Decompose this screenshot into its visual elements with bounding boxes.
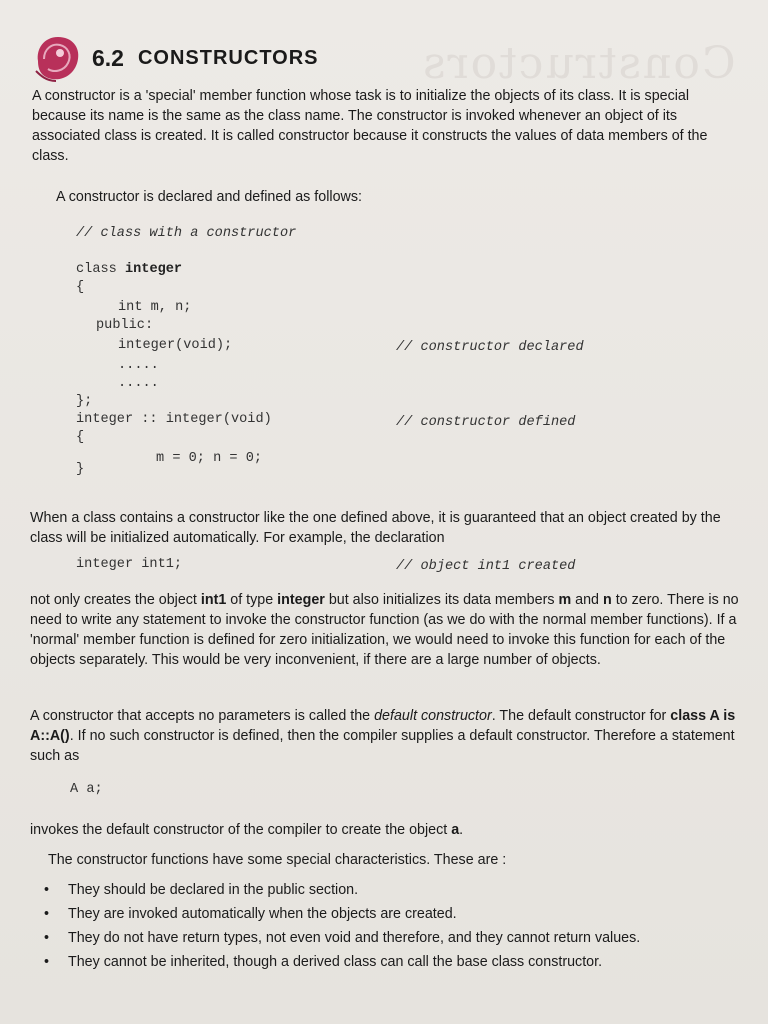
list-item: • They do not have return types, not even void and therefore, and they cannot return values. (44, 926, 640, 950)
declared-intro: A constructor is declared and defined as follows: (56, 189, 362, 205)
characteristics-list (44, 878, 640, 974)
code-ellipsis-2: ..... (118, 376, 159, 391)
code-close-class: }; (76, 394, 93, 409)
code-comment-line: // class with a constructor (76, 226, 297, 241)
invokes-paragraph: invokes the default constructor of the compiler to create the object a. (30, 822, 464, 838)
code-ellipsis-1: ..... (118, 358, 159, 373)
list-item: • They should be declared in the public section. (44, 878, 640, 902)
statement-code: A a; (70, 782, 103, 797)
section-emblem-icon (30, 31, 84, 85)
section-number: 6.2 (92, 44, 124, 71)
section-title: CONSTRUCTORS (137, 46, 319, 69)
code-body-close: } (76, 462, 85, 477)
list-item: • They are invoked automatically when the objects are created. (44, 902, 640, 926)
intro-paragraph: A constructor is a 'special' member function whose task is to initialize the objects of its class. It is special because its name is the same as the class name. The constructor is invoked whenever an object of its associated class is created. It is called constructor because it constructs the values of data members of the class. (32, 88, 708, 164)
code-body-statement: m = 0; n = 0; (156, 451, 263, 466)
default-constructor-paragraph: A constructor that accepts no parameters is called the default constructor. The default constructor for class A is A::A(). If no such constructor is defined, then the compiler supplies a default constructor. Therefore a statement such as (30, 708, 736, 764)
code-public-line: public: (96, 318, 154, 333)
code-defined-comment: // constructor defined (396, 415, 576, 430)
section-header (30, 28, 319, 88)
ghost-heading: Constructors (421, 38, 736, 89)
creates-paragraph: not only creates the object int1 of type integer but also initializes its data members m and n to zero. There is no need to write any statement to invoke the constructor function (as we do with the normal member functions). If a 'normal' member function is defined for zero initialization, we would need to invoke this function for each of the objects separately. This would be very inconvenient, if there are a large number of objects. (30, 592, 739, 668)
guarantee-paragraph: When a class contains a constructor like the one defined above, it is guaranteed that an object created by the class will be initialized automatically. For example, the declaration (30, 510, 721, 546)
declaration-code: integer int1; (76, 557, 183, 572)
code-ctor-declaration: integer(void); (118, 338, 233, 353)
code-body-open: { (76, 430, 85, 445)
code-members-line: int m, n; (118, 300, 192, 315)
list-item: • They cannot be inherited, though a derived class can call the base class constructor. (44, 950, 640, 974)
special-characteristics-intro: The constructor functions have some special characteristics. These are : (48, 852, 507, 868)
code-ctor-definition: integer :: integer(void) (76, 412, 272, 427)
code-declared-comment: // constructor declared (396, 340, 584, 355)
declaration-comment: // object int1 created (396, 559, 576, 574)
code-open-brace: { (76, 280, 85, 295)
code-class-line: class integer (76, 262, 183, 277)
